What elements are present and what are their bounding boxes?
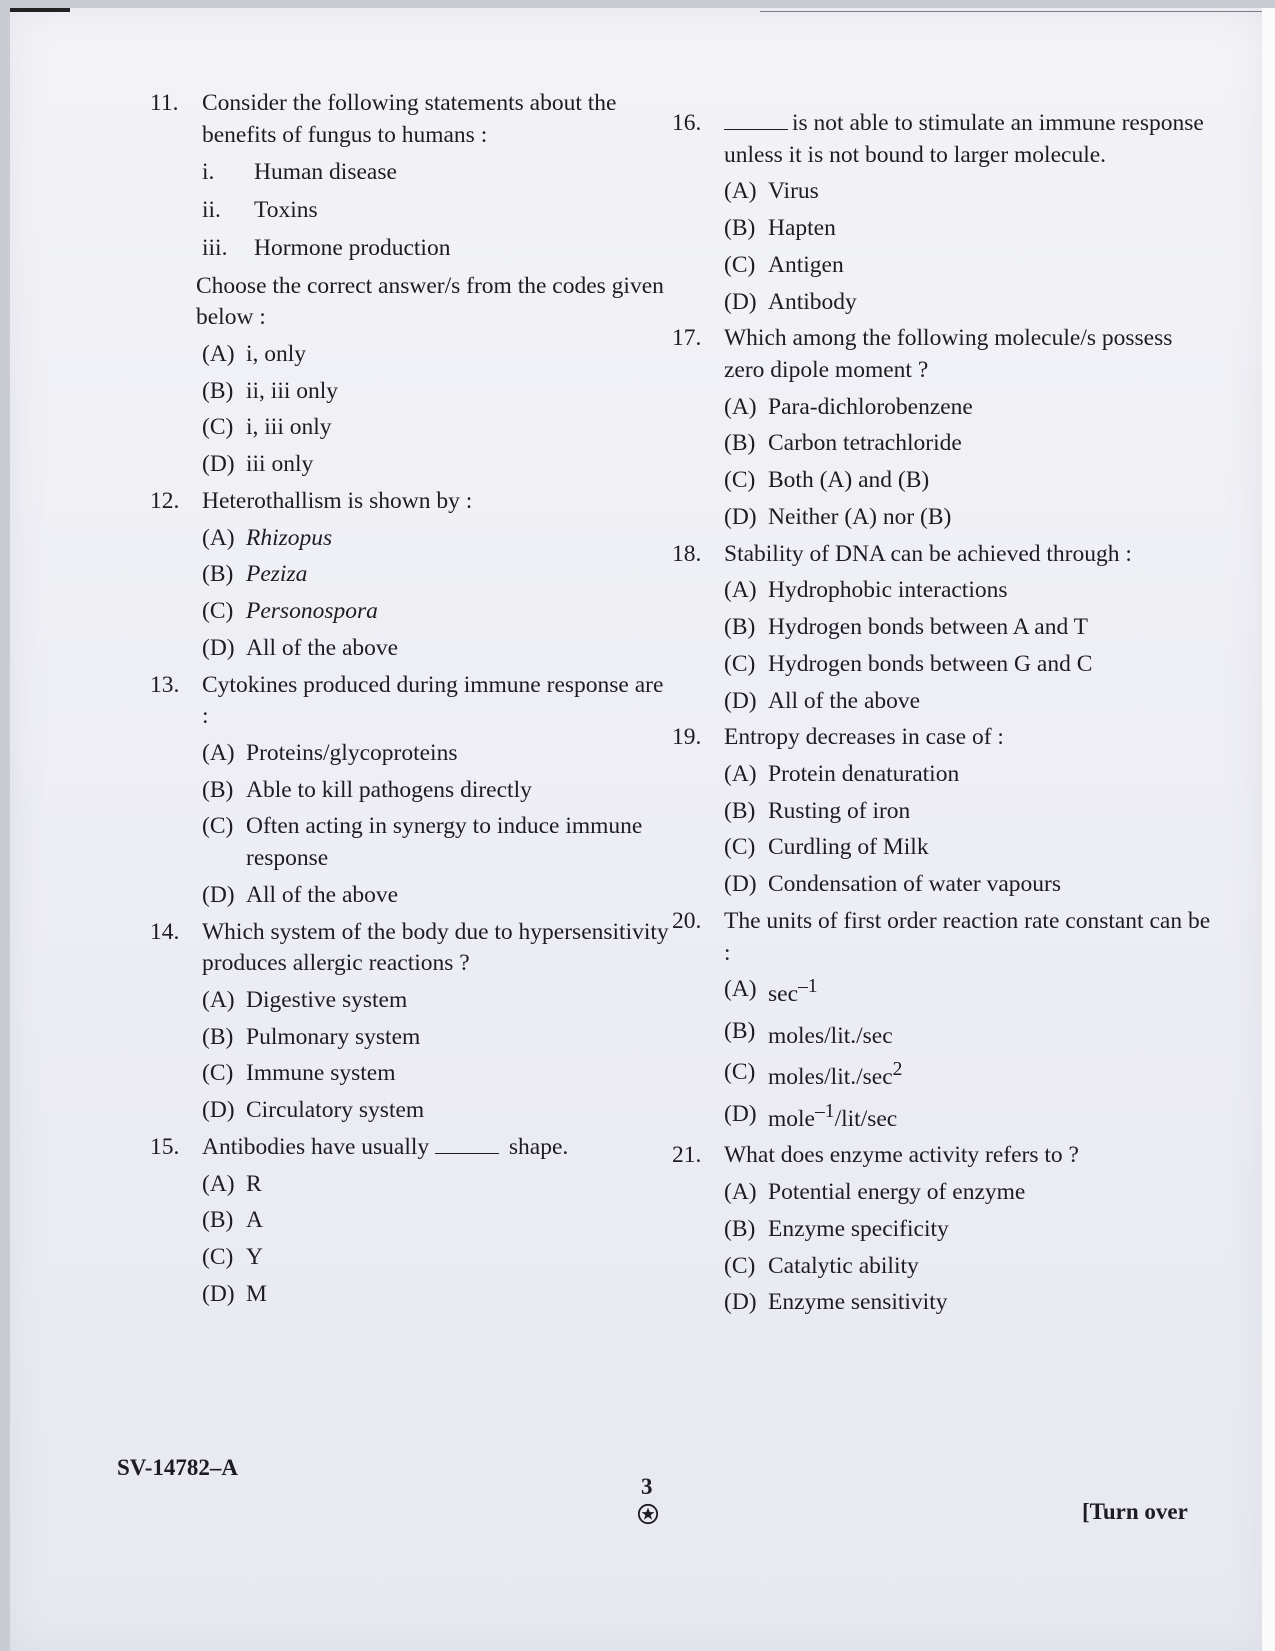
question-text: Cytokines produced during immune response are : xyxy=(202,671,664,730)
options-list xyxy=(724,575,1212,717)
option-c[interactable]: (C) i, iii only xyxy=(202,414,332,441)
options-list xyxy=(724,176,1212,318)
option-b[interactable]: (B) moles/lit./sec xyxy=(724,1017,893,1049)
option-c[interactable]: (C) moles/$lit./\sec^2$ xyxy=(724,1059,903,1091)
option-a[interactable]: (A) Rhizopus xyxy=(202,524,333,551)
question-16 xyxy=(672,108,1212,318)
scan-edge-mark xyxy=(10,8,70,12)
option-d[interactable]: (D) mole$^{-1}$/lit/sec xyxy=(724,1100,898,1132)
question-number: 12. xyxy=(150,487,180,514)
option-b[interactable]: (B) Hapten xyxy=(724,215,836,242)
question-text: Consider the following statements about the benefits of fungus to humans : xyxy=(202,90,617,148)
options-list xyxy=(202,1169,670,1311)
option-b[interactable]: (B) A xyxy=(202,1207,263,1234)
question-number: 16. xyxy=(672,110,702,136)
question-text: Stability of DNA can be achieved through : xyxy=(724,540,1132,567)
option-d[interactable]: (D) Antibody xyxy=(724,288,857,315)
option-d[interactable]: (D) All of the above xyxy=(202,634,399,661)
options-list xyxy=(202,985,670,1127)
question-12 xyxy=(150,486,670,665)
option-b[interactable]: (B) Carbon tetrachloride xyxy=(724,430,962,457)
option-c[interactable]: (C) Personospora xyxy=(202,598,378,625)
option-d[interactable]: (D) Circulatory system xyxy=(202,1097,425,1124)
question-17 xyxy=(672,323,1212,533)
question-text: Which among the following molecule/s possess zero dipole moment ? xyxy=(724,325,1173,384)
statement: ii. Toxins xyxy=(202,197,318,224)
question-text: What does enzyme activity refers to ? xyxy=(724,1142,1079,1169)
options-list xyxy=(202,738,670,912)
option-d[interactable]: (D) All of the above xyxy=(202,881,399,908)
option-a[interactable]: (A) Virus xyxy=(724,178,819,205)
star-mark-icon xyxy=(637,1503,659,1525)
option-b[interactable]: (B) Hydrogen bonds between A and T xyxy=(724,614,1089,641)
option-b[interactable]: (B) Peziza xyxy=(202,561,308,588)
options-list xyxy=(724,759,1212,901)
option-b[interactable]: (B) Pulmonary system xyxy=(202,1023,421,1050)
question-text: Which system of the body due to hypersensitivity produces allergic reactions ? xyxy=(202,918,669,977)
question-19 xyxy=(672,722,1212,901)
question-number: 17. xyxy=(672,325,702,352)
option-a[interactable]: (A) i, only xyxy=(202,341,307,368)
question-20 xyxy=(672,906,1212,1136)
option-c[interactable]: (C) Catalytic ability xyxy=(724,1252,919,1279)
option-c[interactable]: (C) Both (A) and (B) xyxy=(724,467,930,494)
option-d[interactable]: (D) iii only xyxy=(202,451,314,478)
top-rule xyxy=(760,11,1265,12)
scan-edge-right xyxy=(1262,8,1275,1651)
option-a[interactable]: (A) Digestive system xyxy=(202,986,408,1013)
option-a[interactable]: (A) Protein denaturation xyxy=(724,760,960,787)
statement: iii. Hormone production xyxy=(202,234,451,261)
statement: i. Human disease xyxy=(202,159,397,186)
question-text: is not able to stimulate an immune response unless it is not bound to larger molecule. xyxy=(724,110,1204,168)
option-b[interactable]: (B) Able to kill pathogens directly xyxy=(202,776,532,803)
option-d[interactable]: (D) Neither (A) nor (B) xyxy=(724,503,952,530)
option-c[interactable]: (C) Antigen xyxy=(724,251,844,278)
option-c[interactable]: (C) Hydrogen bonds between G and C xyxy=(724,650,1093,677)
question-18 xyxy=(672,539,1212,718)
option-d[interactable]: (D) Enzyme sensitivity xyxy=(724,1289,948,1316)
question-number: 20. xyxy=(672,907,702,934)
right-column xyxy=(672,108,1212,1324)
option-a[interactable]: (A) Hydrophobic interactions xyxy=(724,577,1008,604)
question-number: 13. xyxy=(150,671,180,698)
instruction-text: Choose the correct answer/s from the codes given below : xyxy=(196,272,664,331)
question-text: Entropy decreases in case of : xyxy=(724,724,1004,751)
question-number: 21. xyxy=(672,1142,702,1169)
option-d[interactable]: (D) All of the above xyxy=(724,687,921,714)
option-a[interactable]: (A) Para-dichlorobenzene xyxy=(724,393,973,420)
option-b[interactable]: (B) ii, iii only xyxy=(202,377,339,404)
option-a[interactable]: (A) $\sec^{-1}$ xyxy=(724,976,818,1008)
option-c[interactable]: (C) Curdling of Milk xyxy=(724,834,929,861)
question-number: 18. xyxy=(672,540,702,567)
question-21 xyxy=(672,1140,1212,1319)
option-b[interactable]: (B) Enzyme specificity xyxy=(724,1215,949,1242)
question-15 xyxy=(150,1132,670,1311)
question-text: The units of first order reaction rate constant can be : xyxy=(724,907,1211,966)
question-11 xyxy=(150,88,670,481)
question-13 xyxy=(150,670,670,912)
question-number: 19. xyxy=(672,724,702,751)
question-number: 15. xyxy=(150,1133,180,1160)
options-list xyxy=(202,339,670,481)
option-c[interactable]: (C) Immune system xyxy=(202,1060,396,1087)
options-list xyxy=(724,392,1212,534)
turn-over-note: [Turn over xyxy=(1082,1499,1188,1524)
option-d[interactable]: (D) Condensation of water vapours xyxy=(724,871,1062,898)
page-number: 3 xyxy=(641,1474,653,1499)
option-c[interactable]: (C) Often acting in synergy to induce immune response xyxy=(202,813,643,872)
options-list xyxy=(202,523,670,665)
option-a[interactable]: (A) Proteins/glycoproteins xyxy=(202,739,458,766)
fill-in-blank xyxy=(435,1133,499,1154)
fill-in-blank xyxy=(724,109,788,130)
options-list xyxy=(724,974,1212,1135)
option-a[interactable]: (A) Potential energy of enzyme xyxy=(724,1179,1026,1206)
option-c[interactable]: (C) Y xyxy=(202,1244,263,1270)
question-number: 11. xyxy=(150,90,179,116)
question-text: Heterothallism is shown by : xyxy=(202,487,473,514)
booklet-code: SV-14782–A xyxy=(117,1455,238,1480)
option-d[interactable]: (D) M xyxy=(202,1280,267,1307)
question-number: 14. xyxy=(150,918,180,945)
question-14 xyxy=(150,917,670,1127)
options-list xyxy=(724,1177,1212,1319)
question-text: Antibodies have usually shape. xyxy=(202,1133,569,1160)
option-a[interactable]: (A) R xyxy=(202,1170,262,1197)
left-column xyxy=(150,88,670,1315)
option-b[interactable]: (B) Rusting of iron xyxy=(724,797,911,824)
